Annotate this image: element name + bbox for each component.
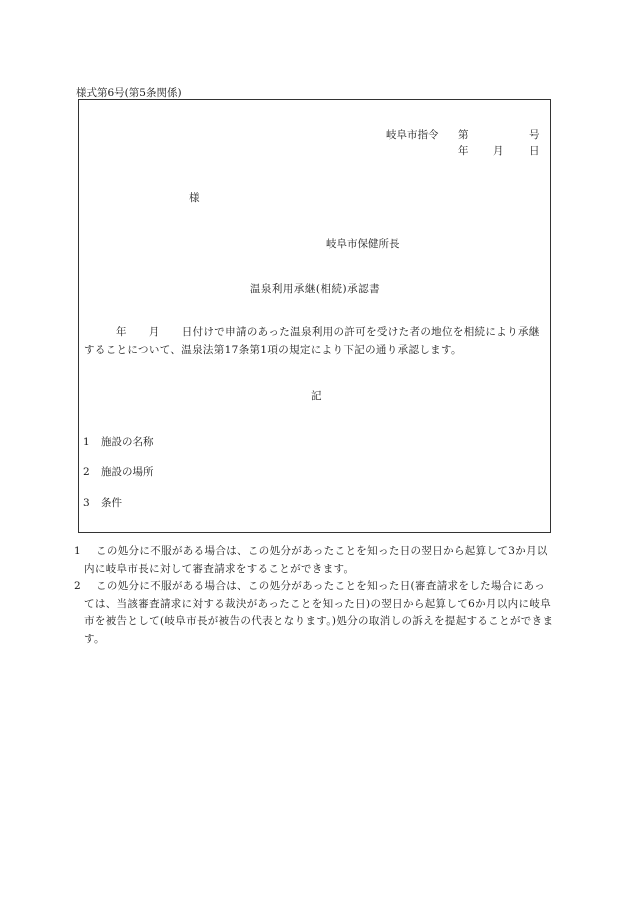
- date-month: 月: [493, 145, 504, 157]
- form-label: 様式第6号(第5条関係): [76, 87, 182, 99]
- date-day: 日: [529, 145, 540, 157]
- note-text: [84, 543, 554, 578]
- note-text: [84, 578, 554, 648]
- item-label: 施設の名称: [101, 436, 154, 448]
- note-text-body: この処分に不服がある場合は、この処分があったことを知った日(審査請求をした場合にあっては、当該審査請求に対する裁決があったことを知った日)の翌日から起算して6か月以内に岐阜市を被告として(岐阜市長が被告の代表となります。)処分の取消しの訴えを提起することができます。: [84, 580, 554, 645]
- item-label: 条件: [101, 497, 122, 509]
- note-text-body: この処分に不服がある場合は、この処分があったことを知った日の翌日から起算して3か月以内に岐阜市長に対して審査請求をすることができます。: [84, 545, 548, 575]
- number-prefix: 第: [458, 129, 469, 141]
- note-2: [74, 578, 554, 648]
- item-number: 2: [83, 466, 90, 478]
- ki-heading: 記: [311, 390, 322, 402]
- note-1: [74, 543, 554, 578]
- item-conditions: [83, 495, 122, 510]
- body-paragraph: [84, 323, 550, 359]
- document-title: 温泉利用承継(相続)承認書: [249, 283, 381, 295]
- item-label: 施設の場所: [101, 466, 154, 478]
- item-number: 1: [83, 436, 90, 448]
- date-year: 年: [458, 145, 469, 157]
- issuer-name: 岐阜市指令: [386, 129, 439, 141]
- addressee-suffix: 様: [189, 192, 200, 204]
- body-text: 日付けで申請のあった温泉利用の許可を受けた者の地位を相続により承継することについて、温泉法第17条第1項の規定により下記の通り承認します。: [84, 326, 540, 356]
- note-number: 2: [74, 580, 82, 592]
- item-facility-name: [83, 434, 154, 449]
- body-year: 年: [116, 326, 127, 338]
- item-facility-location: [83, 464, 154, 479]
- notes: [74, 543, 554, 648]
- item-number: 3: [83, 497, 90, 509]
- note-number: 1: [74, 545, 82, 557]
- number-suffix: 号: [529, 129, 540, 141]
- body-month: 月: [148, 326, 160, 338]
- issuing-office: 岐阜市保健所長: [326, 238, 400, 250]
